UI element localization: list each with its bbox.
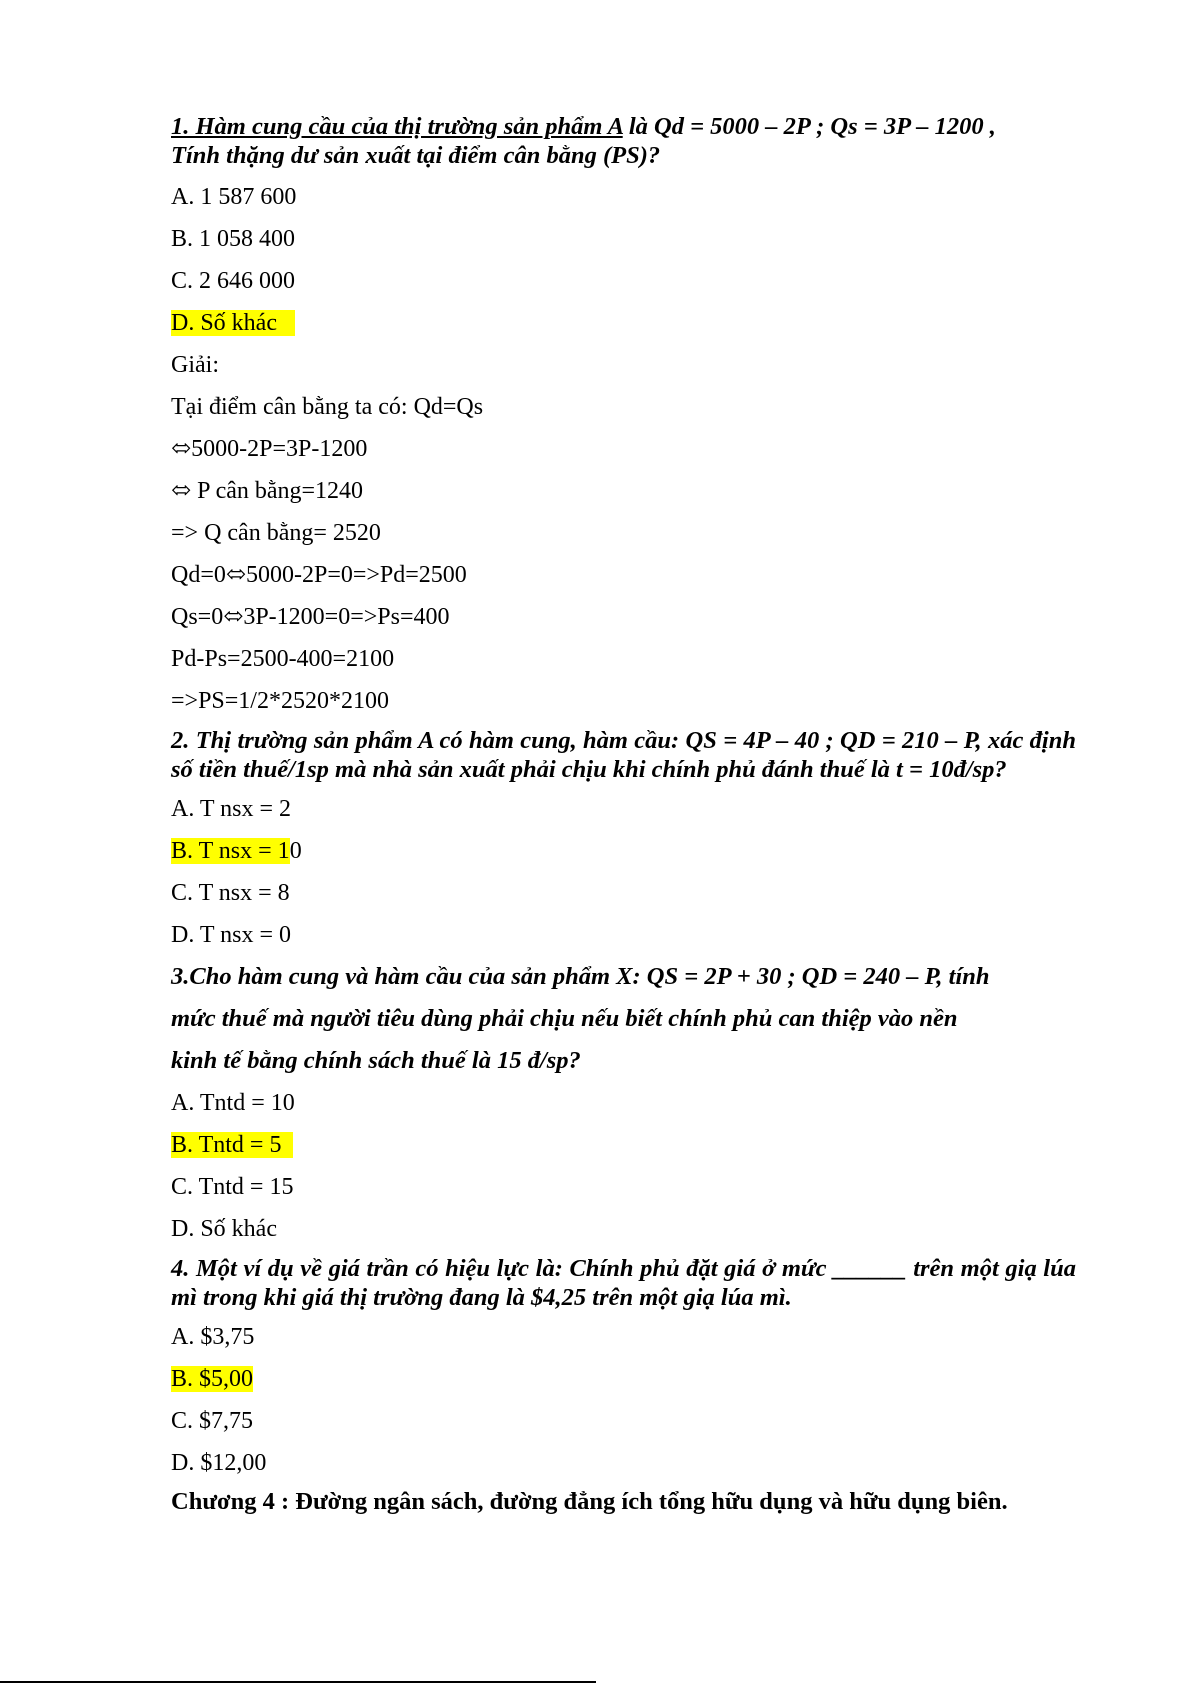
question-4: 4. Một ví dụ về giá trần có hiệu lực là: Chính phủ đặt giá ở mức ______ trên một giạ lúa mì trong khi giá thị trường đang là $4,25 trên một giạ lúa mì. <box>171 1255 1076 1311</box>
q4-option-a: A. $3,75 <box>171 1324 255 1350</box>
q2-option-d: D. T nsx = 0 <box>171 922 291 948</box>
question-1 <box>171 112 1076 170</box>
question-2: 2. Thị trường sản phẩm A có hàm cung, hàm cầu: QS = 4P – 40 ; QD = 210 – P, xác định số tiền thuế/1sp mà nhà sản xuất phải chịu khi chính phủ đánh thuế là t = 10đ/sp? <box>171 727 1076 783</box>
q3-option-b-highlight <box>171 1132 293 1158</box>
q1-solution-0: Giải: <box>171 352 219 378</box>
q1-option-d-text: D. Số khác <box>171 310 277 336</box>
question-3-line-2: mức thuế mà người tiêu dùng phải chịu nếu biết chính phủ can thiệp vào nền <box>171 1005 958 1032</box>
q2-option-a: A. T nsx = 2 <box>171 796 291 822</box>
q3-option-c: C. Tntd = 15 <box>171 1174 294 1200</box>
q4-option-b-highlight: B. $5,00 <box>171 1366 254 1392</box>
q1-option-c: C. 2 646 000 <box>171 268 296 294</box>
document-content <box>171 112 1076 1520</box>
question-3-line-1: 3.Cho hàm cung và hàm cầu của sản phẩm X: QS = 2P + 30 ; QD = 240 – P, tính <box>171 963 990 990</box>
q4-option-b <box>171 1358 1076 1400</box>
q1-solution-8: =>PS=1/2*2520*2100 <box>171 688 389 714</box>
q4-option-c: C. $7,75 <box>171 1408 254 1434</box>
q1-solution-5: Qd=0⬄5000-2P=0=>Pd=2500 <box>171 562 467 588</box>
question-3-line-3: kinh tế bằng chính sách thuế là 15 đ/sp? <box>171 1047 581 1074</box>
q2-option-c: C. T nsx = 8 <box>171 880 290 906</box>
q2-option-b <box>171 830 1076 872</box>
question-1-underlined: 1. Hàm cung cầu của thị trường sản phẩm A <box>171 113 623 140</box>
question-1-formula: là Qd = 5000 – 2P ; Qs = 3P – 1200 , <box>622 113 996 140</box>
q1-option-d <box>171 302 1076 344</box>
chapter-heading: Chương 4 : Đường ngân sách, đường đẳng ích tổng hữu dụng và hữu dụng biên. <box>171 1488 1008 1515</box>
q1-solution-3: ⬄ P cân bằng=1240 <box>171 478 364 504</box>
q1-solution-7: Pd-Ps=2500-400=2100 <box>171 646 395 672</box>
q3-option-a: A. Tntd = 10 <box>171 1090 295 1116</box>
q3-option-d: D. Số khác <box>171 1216 277 1242</box>
q1-solution-6: Qs=0⬄3P-1200=0=>Ps=400 <box>171 604 450 630</box>
q1-option-b: B. 1 058 400 <box>171 226 296 252</box>
q3-option-b <box>171 1124 1076 1166</box>
q2-option-b-highlight: B. T nsx = 1 <box>171 838 290 864</box>
q1-solution-1: Tại điểm cân bằng ta có: Qd=Qs <box>171 394 484 420</box>
q1-solution-2: ⬄5000-2P=3P-1200 <box>171 436 368 462</box>
q1-solution-4: => Q cân bằng= 2520 <box>171 520 381 546</box>
q1-option-a: A. 1 587 600 <box>171 184 297 210</box>
question-1-line2: Tính thặng dư sản xuất tại điểm cân bằng (PS)? <box>171 142 661 169</box>
q4-option-d: D. $12,00 <box>171 1450 267 1476</box>
q2-option-b-rest: 0 <box>289 838 302 864</box>
q3-option-b-text: B. Tntd = 5 <box>171 1132 282 1158</box>
footer-divider <box>0 1681 596 1683</box>
q1-option-d-highlight <box>171 310 295 336</box>
